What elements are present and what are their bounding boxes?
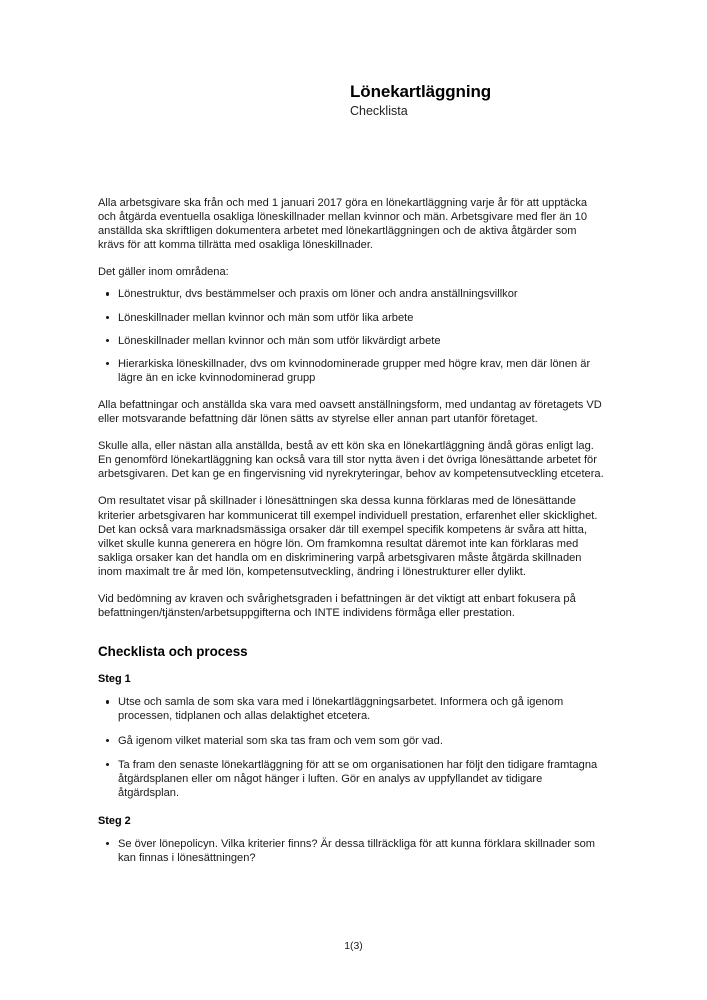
intro-paragraph-1: Alla arbetsgivare ska från och med 1 januari 2017 göra en lönekartläggning varje år för att upptäcka och åtgärda eventuella osakliga löneskillnader mellan kvinnor och män. Arbetsgivare med fler än 10 anställda ska skriftligen dokumentera arbetet med lönekartläggningen och de aktiva åtgärder som krävs för att komma tillrätta med osakliga löneskillnader. [98,197,588,252]
bullet-dot-icon [106,700,109,703]
document-subtitle: Checklista [350,104,408,119]
bullet-dot-icon [106,739,109,742]
list-item-text: Löneskillnader mellan kvinnor och män som utför likvärdigt arbete [118,334,441,347]
document-title: Lönekartläggning [350,82,492,101]
step-heading-1: Steg 1 [98,673,131,686]
list-item-text: Ta fram den senaste lönekartläggning för att se om organisationen har följt den tidigare framtagna åtgärdsplanen eller om något hänger i luften. Gör en analys av uppfyllandet av tidigare åtgärdsplan. [118,758,598,799]
document-header [350,82,650,120]
list-item-text: Se över lönepolicyn. Vilka kriterier finns? Är dessa tillräckliga för att kunna förklara skillnader som kan finnas i lönesättningen? [118,837,596,865]
step-block-2 [98,815,606,865]
bullet-dot-icon [106,316,109,319]
intro-paragraph-3: Skulle alla, eller nästan alla anställda, bestå av ett kön ska en lönekartläggning ändå göras enligt lag. En genomförd lönekartläggning kan också vara till stor nytta även i det övriga lönesättande arbetet för arbetsgivaren. Det kan ge en fingervisning vid nyrekryteringar, behov av kompetensutveckling etcetera. [98,440,604,481]
document-body [98,196,606,875]
list-item [98,357,606,385]
checklist-section-heading: Checklista och process [98,644,248,660]
list-item [98,334,606,348]
list-item [98,837,606,865]
areas-lead-in: Det gäller inom områdena: [98,266,229,279]
intro-paragraph-5: Vid bedömning av kraven och svårighetsgraden i befattningen är det viktigt att enbart fokusera på befattningen/tjänsten/arbetsuppgifterna och INTE individens förmåga eller prestation. [98,592,576,620]
list-item-text: Lönestruktur, dvs bestämmelser och praxis om löner och andra anställningsvillkor [118,288,518,301]
bullet-dot-icon [106,292,109,295]
step-heading-2: Steg 2 [98,814,131,827]
list-item-text: Utse och samla de som ska vara med i lönekartläggningsarbetet. Informera och gå igenom processen, tidplanen och allas delaktighet etcetera. [118,696,564,723]
list-item [98,695,606,723]
step-2-list [98,837,606,865]
list-item-text: Hierarkiska löneskillnader, dvs om kvinnodominerade grupper med högre krav, men där lönen är lägre än en icke kvinnodominerad grupp [118,357,591,384]
list-item [98,311,606,325]
step-block-1 [98,673,606,800]
bullet-dot-icon [106,339,109,342]
bullet-dot-icon [106,842,109,845]
bullet-dot-icon [106,763,109,766]
list-item [98,734,606,748]
list-item [98,287,606,301]
list-item [98,758,606,800]
list-item-text: Gå igenom vilket material som ska tas fram och vem som gör vad. [118,734,443,747]
bullet-dot-icon [106,362,109,365]
page-number-footer: 1(3) [344,941,363,952]
intro-paragraph-4: Om resultatet visar på skillnader i lönesättningen ska dessa kunna förklaras med de lönesättande kriterier arbetsgivaren har kommunicerat till exempel individuell prestation, erfarenhet eller skicklighet. Det kan också vara marknadsmässiga orsaker där till exempel specifik kompetens är svåra att hitta, vilket skulle kunna generera en högre lön. Om framkomna resultat däremot inte kan förklaras med sakliga orsaker kan det handla om en diskriminering varpå arbetsgivaren måste åtgärda skillnaden inom maximalt tre år med lön, kompetensutveckling, ändring i lönestrukturer eller dylikt. [98,495,598,578]
step-1-list [98,695,606,800]
list-item-text: Löneskillnader mellan kvinnor och män som utför lika arbete [118,311,414,324]
intro-paragraph-2: Alla befattningar och anställda ska vara med oavsett anställningsform, med undantag av företagets VD eller motsvarande befattning där lönen sätts av styrelse eller annan part utanför företaget. [98,398,602,426]
areas-list [98,287,606,384]
